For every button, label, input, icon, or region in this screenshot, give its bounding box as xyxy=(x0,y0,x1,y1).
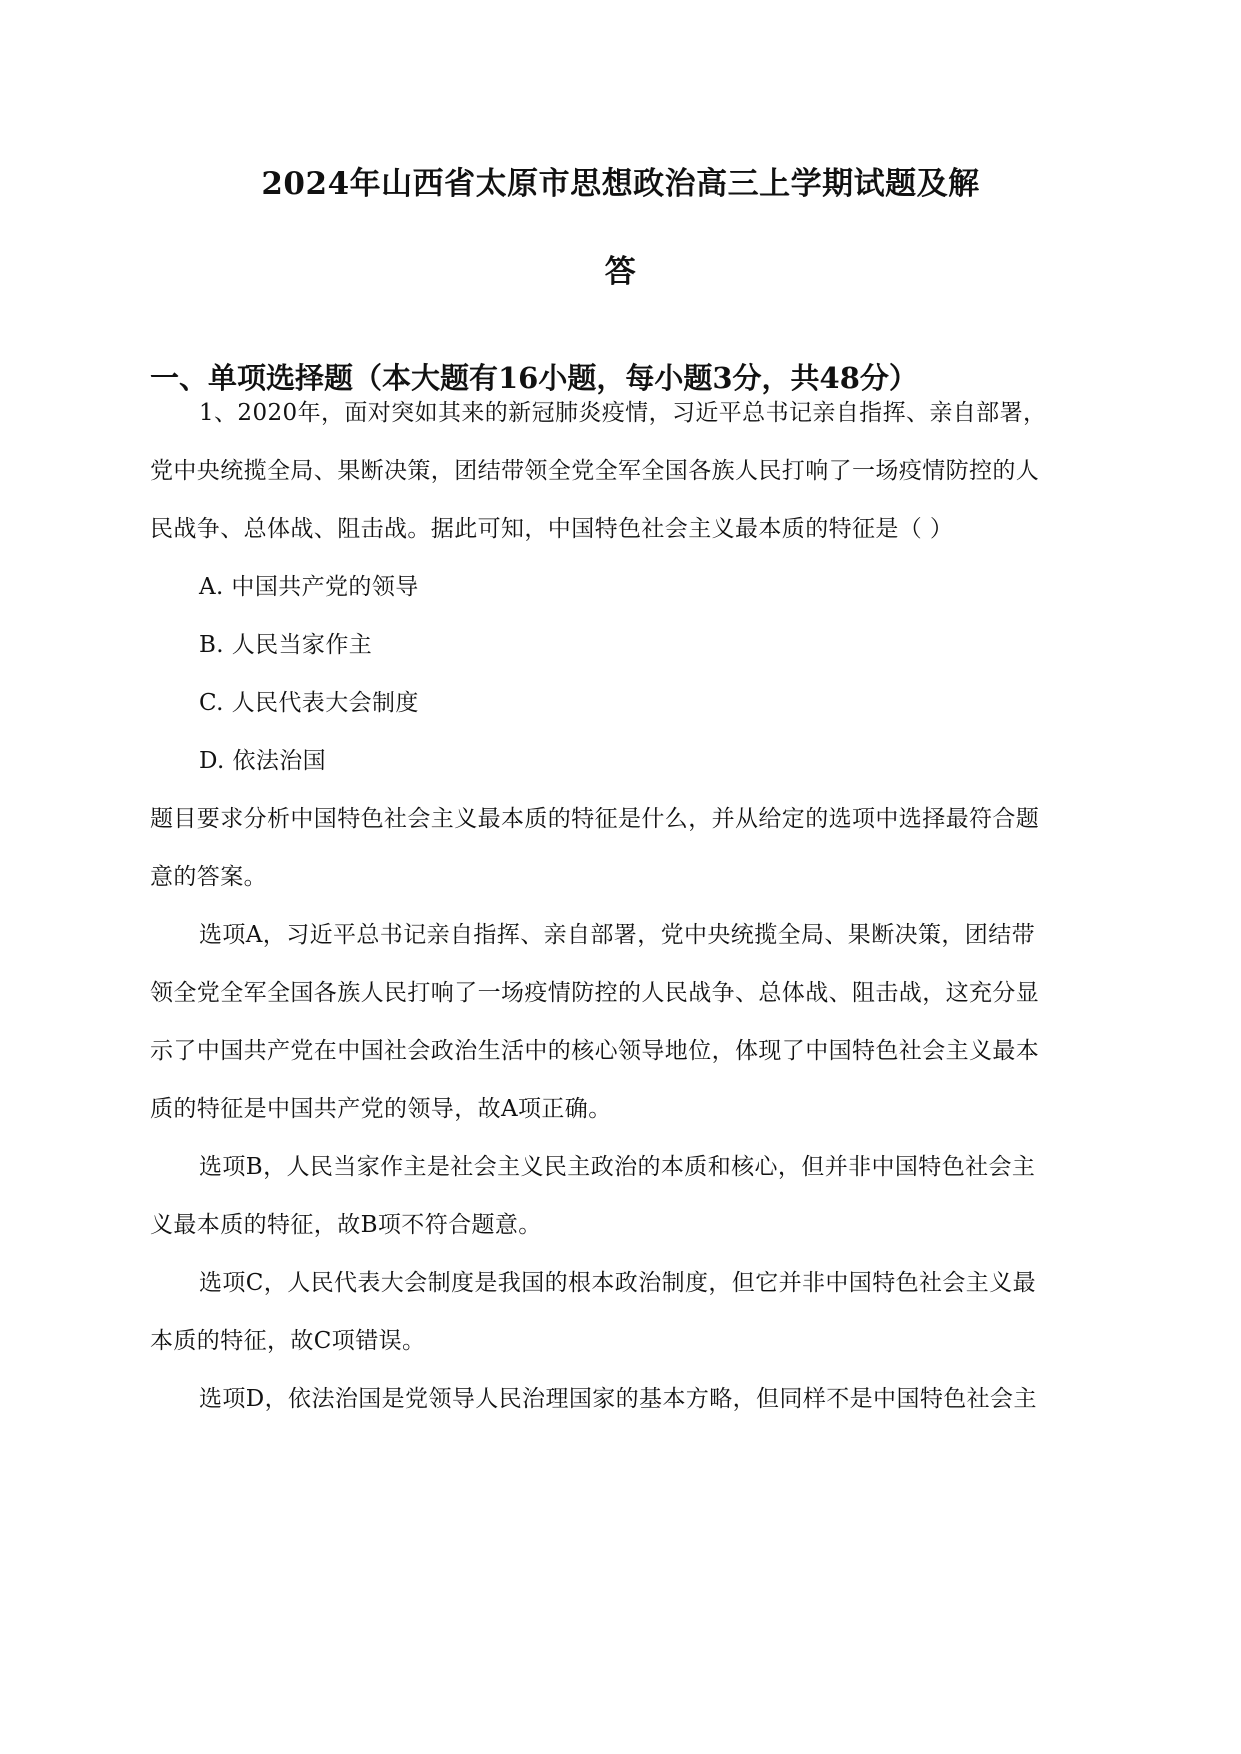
analysis-c-line: 本质的特征，故C项错误。 xyxy=(150,1328,426,1354)
analysis-b-line: 义最本质的特征，故B项不符合题意。 xyxy=(150,1212,542,1238)
analysis-c-line: 选项C，人民代表大会制度是我国的根本政治制度，但它并非中国特色社会主义最 xyxy=(199,1270,1036,1296)
analysis-a-line: 示了中国共产党在中国社会政治生活中的核心领导地位，体现了中国特色社会主义最本 xyxy=(150,1038,1040,1064)
question-stem-line: 党中央统揽全局、果断决策，团结带领全党全军全国各族人民打响了一场疫情防控的人 xyxy=(150,458,1040,484)
option-a: A. 中国共产党的领导 xyxy=(199,574,419,600)
option-b: B. 人民当家作主 xyxy=(199,632,373,658)
option-c: C. 人民代表大会制度 xyxy=(199,690,419,716)
question-stem-line: 民战争、总体战、阻击战。据此可知，中国特色社会主义最本质的特征是（ ） xyxy=(150,516,954,542)
document-title-line-2: 答 xyxy=(604,254,637,290)
analysis-a-line: 选项A，习近平总书记亲自指挥、亲自部署，党中央统揽全局、果断决策，团结带 xyxy=(199,922,1036,948)
analysis-intro-line: 意的答案。 xyxy=(150,864,267,890)
analysis-d-line: 选项D，依法治国是党领导人民治理国家的基本方略，但同样不是中国特色社会主 xyxy=(199,1386,1037,1412)
document-title-line-1: 2024年山西省太原市思想政治高三上学期试题及解 xyxy=(261,166,980,202)
analysis-a-line: 领全党全军全国各族人民打响了一场疫情防控的人民战争、总体战、阻击战，这充分显 xyxy=(150,980,1040,1006)
section-heading: 一、单项选择题（本大题有16小题，每小题3分，共48分） xyxy=(150,361,918,395)
analysis-intro-line: 题目要求分析中国特色社会主义最本质的特征是什么，并从给定的选项中选择最符合题 xyxy=(150,806,1040,832)
question-stem-line: 1、2020年，面对突如其来的新冠肺炎疫情，习近平总书记亲自指挥、亲自部署， xyxy=(199,400,1047,426)
analysis-a-line: 质的特征是中国共产党的领导，故A项正确。 xyxy=(150,1096,612,1122)
option-d: D. 依法治国 xyxy=(199,748,327,774)
analysis-b-line: 选项B，人民当家作主是社会主义民主政治的本质和核心，但并非中国特色社会主 xyxy=(199,1154,1036,1180)
